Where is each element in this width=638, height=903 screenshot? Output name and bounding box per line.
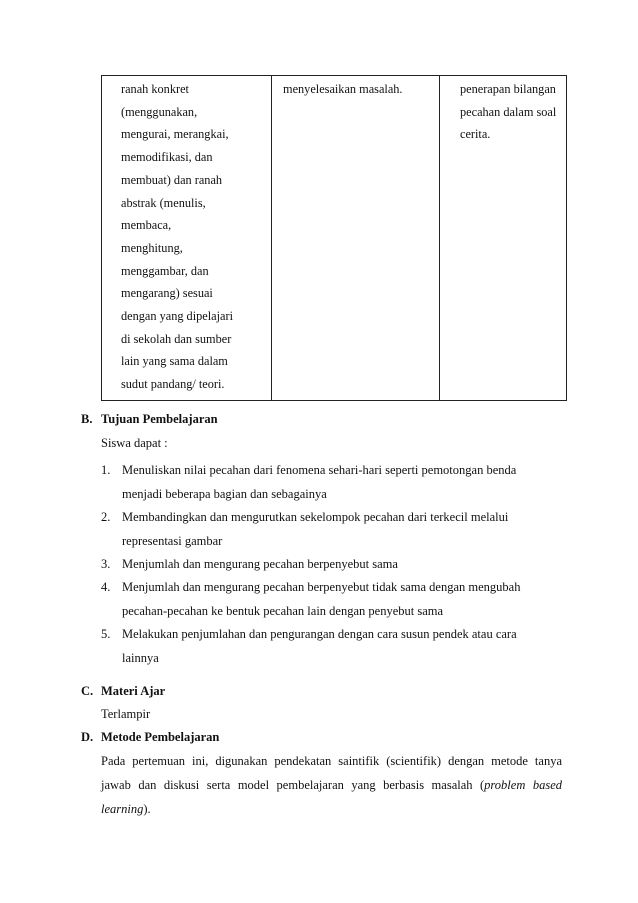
- list-item-number: 2.: [101, 510, 111, 524]
- table-cell-line: membuat) dan ranah: [121, 172, 223, 187]
- list-item-number: 3.: [101, 557, 111, 571]
- objectives-table: [101, 75, 567, 401]
- section-c-title: Materi Ajar: [101, 684, 166, 698]
- list-item: [101, 575, 541, 623]
- table-cell-line: mengurai, merangkai,: [121, 127, 229, 142]
- section-d-line-3-em: learning: [101, 802, 144, 816]
- table-cell-line: cerita.: [460, 127, 491, 142]
- table-cell-line: menggambar, dan: [121, 263, 209, 278]
- list-item-text: Menuliskan nilai pecahan dari fenomena sehari-hari seperti pemotongan benda: [122, 463, 517, 477]
- list-item-text: menjadi beberapa bagian dan sebagainya: [122, 487, 327, 501]
- table-cell-col1: [102, 76, 272, 401]
- table-cell-line: lain yang sama dalam: [121, 354, 228, 369]
- table-cell-line: sudut pandang/ teori.: [121, 377, 225, 392]
- section-b-heading: [81, 412, 218, 427]
- section-d-line-3-text: ).: [143, 802, 151, 816]
- table-cell-col2: [272, 76, 440, 401]
- section-d-line-2-text: jawab dan diskusi serta model pembelajaran yang berbasis masalah (: [101, 778, 485, 792]
- section-b-letter: B.: [81, 412, 93, 426]
- section-d-paragraph: [101, 749, 562, 821]
- list-item-number: 1.: [101, 463, 111, 477]
- section-d-line-2-em: problem based: [484, 778, 562, 792]
- table-cell-line: menghitung,: [121, 240, 183, 255]
- list-item: [101, 622, 541, 670]
- table-cell-line: penerapan bilangan: [460, 82, 556, 96]
- table-cell-line: membaca,: [121, 218, 172, 233]
- table-cell-line: abstrak (menulis,: [121, 195, 206, 210]
- list-item: [101, 505, 541, 553]
- table-cell-line: menyelesaikan masalah.: [283, 82, 403, 96]
- list-item-text: lainnya: [122, 651, 159, 665]
- table-cell-line: memodifikasi, dan: [121, 150, 213, 165]
- list-item: [101, 552, 541, 576]
- list-item-text: representasi gambar: [122, 534, 223, 548]
- section-d-line-3: [101, 797, 562, 821]
- section-d-line-1: Pada pertemuan ini, digunakan pendekatan saintifik (scientifik) dengan metode tanya: [101, 754, 562, 768]
- list-item-text: Menjumlah dan mengurang pecahan berpenyebut tidak sama dengan mengubah: [122, 580, 521, 594]
- list-item: [101, 458, 541, 506]
- section-d-title: Metode Pembelajaran: [101, 730, 220, 744]
- list-item-text: Menjumlah dan mengurang pecahan berpenyebut sama: [122, 557, 398, 571]
- table-cell-line: (menggunakan,: [121, 104, 198, 119]
- section-c-heading: [81, 684, 165, 699]
- objectives-list: [101, 458, 541, 669]
- section-c-text: Terlampir: [101, 707, 151, 721]
- list-item-number: 4.: [101, 580, 111, 594]
- list-item-text: Melakukan penjumlahan dan pengurangan dengan cara susun pendek atau cara: [122, 627, 517, 641]
- table-cell-line: di sekolah dan sumber: [121, 331, 232, 346]
- section-d-line-2: [101, 773, 562, 797]
- list-item-number: 5.: [101, 627, 111, 641]
- section-b-title: Tujuan Pembelajaran: [101, 412, 218, 426]
- table-cell-col3: [440, 76, 567, 401]
- section-d-heading: [81, 730, 219, 745]
- list-item-text: pecahan-pecahan ke bentuk pecahan lain dengan penyebut sama: [122, 604, 444, 618]
- table-row: [102, 76, 567, 401]
- section-b-intro: Siswa dapat :: [101, 436, 168, 450]
- table-cell-line: pecahan dalam soal: [460, 104, 557, 119]
- list-item-text: Membandingkan dan mengurutkan sekelompok pecahan dari terkecil melalui: [122, 510, 509, 524]
- table-cell-line: dengan yang dipelajari: [121, 309, 233, 324]
- section-c-letter: C.: [81, 684, 94, 698]
- section-d-letter: D.: [81, 730, 94, 744]
- table-cell-line: ranah konkret: [121, 82, 189, 96]
- table-cell-line: mengarang) sesuai: [121, 286, 213, 301]
